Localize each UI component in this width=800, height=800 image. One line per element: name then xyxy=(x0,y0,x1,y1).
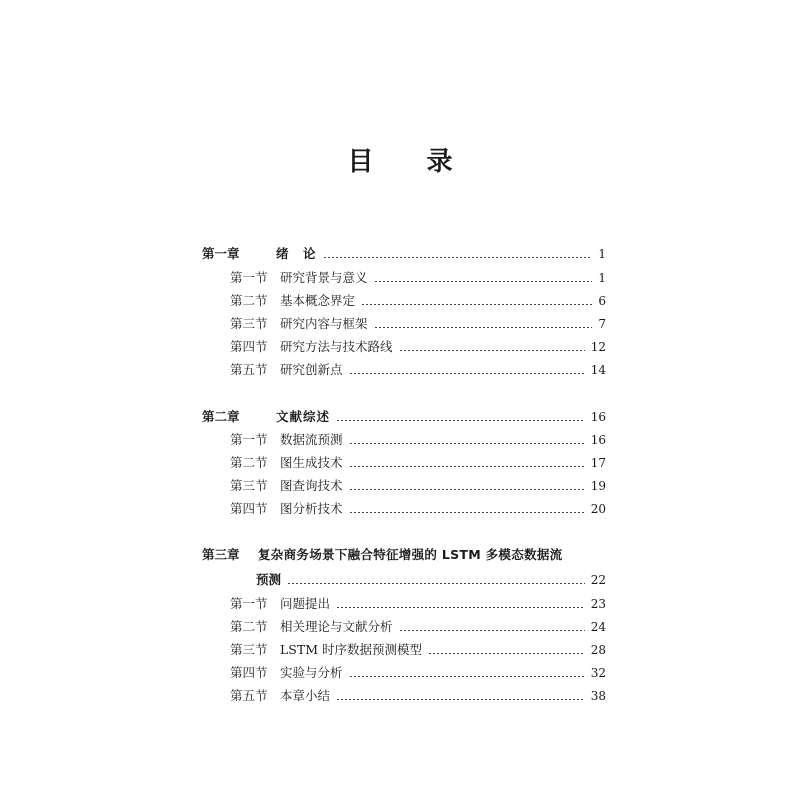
toc-section[interactable] xyxy=(230,314,606,334)
section-number: 第五节 xyxy=(230,688,268,703)
dot-leader xyxy=(336,607,585,608)
toc-section[interactable] xyxy=(230,594,606,614)
page-number: 1 xyxy=(598,271,606,285)
page-number: 22 xyxy=(590,573,606,587)
section-number: 第四节 xyxy=(230,501,268,516)
section-number: 第一节 xyxy=(230,432,268,447)
section-number: 第二节 xyxy=(230,293,268,308)
section-number: 第五节 xyxy=(230,362,268,377)
section-title: LSTM 时序数据预测模型 xyxy=(280,642,422,657)
section-title: 研究方法与技术路线 xyxy=(280,339,393,354)
toc-section[interactable] xyxy=(230,430,606,450)
dot-leader xyxy=(336,699,585,700)
chapter-title-line-1: 复杂商务场景下融合特征增强的 LSTM 多模态数据流 xyxy=(258,547,563,562)
dot-leader xyxy=(349,489,585,490)
toc-section[interactable] xyxy=(230,686,606,706)
section-number: 第四节 xyxy=(230,665,268,680)
chapter-number: 第一章 xyxy=(202,246,240,261)
chapter-number: 第二章 xyxy=(202,409,240,424)
section-title: 相关理论与文献分析 xyxy=(280,619,393,634)
section-number: 第三节 xyxy=(230,478,268,493)
section-title: 数据流预测 xyxy=(280,432,343,447)
page-number: 20 xyxy=(590,502,606,516)
toc-section[interactable] xyxy=(230,640,606,660)
page-number: 24 xyxy=(590,620,606,634)
section-number: 第三节 xyxy=(230,642,268,657)
page-number: 12 xyxy=(590,340,606,354)
dot-leader xyxy=(361,304,592,305)
toc-section[interactable] xyxy=(230,476,606,496)
dot-leader xyxy=(349,373,585,374)
section-title: 图查询技术 xyxy=(280,478,343,493)
dot-leader xyxy=(349,676,585,677)
section-title: 研究内容与框架 xyxy=(280,316,368,331)
toc-section[interactable] xyxy=(230,360,606,380)
toc-section[interactable] xyxy=(230,499,606,519)
page-number: 32 xyxy=(590,666,606,680)
section-title: 基本概念界定 xyxy=(280,293,356,308)
chapter-title: 绪 论 xyxy=(276,246,317,261)
section-number: 第二节 xyxy=(230,619,268,634)
toc-chapter-3-continued[interactable] xyxy=(256,570,606,590)
section-number: 第三节 xyxy=(230,316,268,331)
section-title: 研究创新点 xyxy=(280,362,343,377)
page-number: 16 xyxy=(590,433,606,447)
dot-leader xyxy=(374,281,593,282)
toc-section[interactable] xyxy=(230,617,606,637)
section-title: 实验与分析 xyxy=(280,665,343,680)
chapter-title-line-2: 预测 xyxy=(256,572,282,587)
dot-leader xyxy=(287,583,585,584)
page-title: 目 录 xyxy=(347,147,475,177)
section-number: 第一节 xyxy=(230,270,268,285)
page-number: 23 xyxy=(590,597,606,611)
toc-chapter-2[interactable] xyxy=(202,407,606,427)
page-number: 19 xyxy=(590,479,606,493)
page-number: 6 xyxy=(598,294,606,308)
dot-leader xyxy=(399,630,585,631)
toc-section[interactable] xyxy=(230,337,606,357)
toc-section[interactable] xyxy=(230,268,606,288)
dot-leader xyxy=(399,350,585,351)
section-title: 研究背景与意义 xyxy=(280,270,368,285)
section-title: 问题提出 xyxy=(280,596,331,611)
page-number: 7 xyxy=(598,317,606,331)
page-number: 16 xyxy=(590,410,606,424)
section-number: 第二节 xyxy=(230,455,268,470)
page-number: 17 xyxy=(590,456,606,470)
dot-leader xyxy=(349,443,585,444)
page-number: 14 xyxy=(590,363,606,377)
page-number: 1 xyxy=(598,247,606,261)
toc-section[interactable] xyxy=(230,453,606,473)
toc-section[interactable] xyxy=(230,663,606,683)
section-title: 图生成技术 xyxy=(280,455,343,470)
page-number: 38 xyxy=(590,689,606,703)
toc-chapter-3[interactable] xyxy=(202,545,606,565)
chapter-number: 第三章 xyxy=(202,547,240,562)
page-number: 28 xyxy=(590,643,606,657)
section-title: 图分析技术 xyxy=(280,501,343,516)
dot-leader xyxy=(349,466,585,467)
section-title: 本章小结 xyxy=(280,688,331,703)
section-number: 第一节 xyxy=(230,596,268,611)
toc-section[interactable] xyxy=(230,291,606,311)
dot-leader xyxy=(323,257,593,258)
dot-leader xyxy=(374,327,593,328)
dot-leader xyxy=(428,653,585,654)
dot-leader xyxy=(349,512,585,513)
section-number: 第四节 xyxy=(230,339,268,354)
chapter-title: 文献综述 xyxy=(276,409,331,424)
toc-chapter-1[interactable] xyxy=(202,244,606,264)
dot-leader xyxy=(336,420,585,421)
